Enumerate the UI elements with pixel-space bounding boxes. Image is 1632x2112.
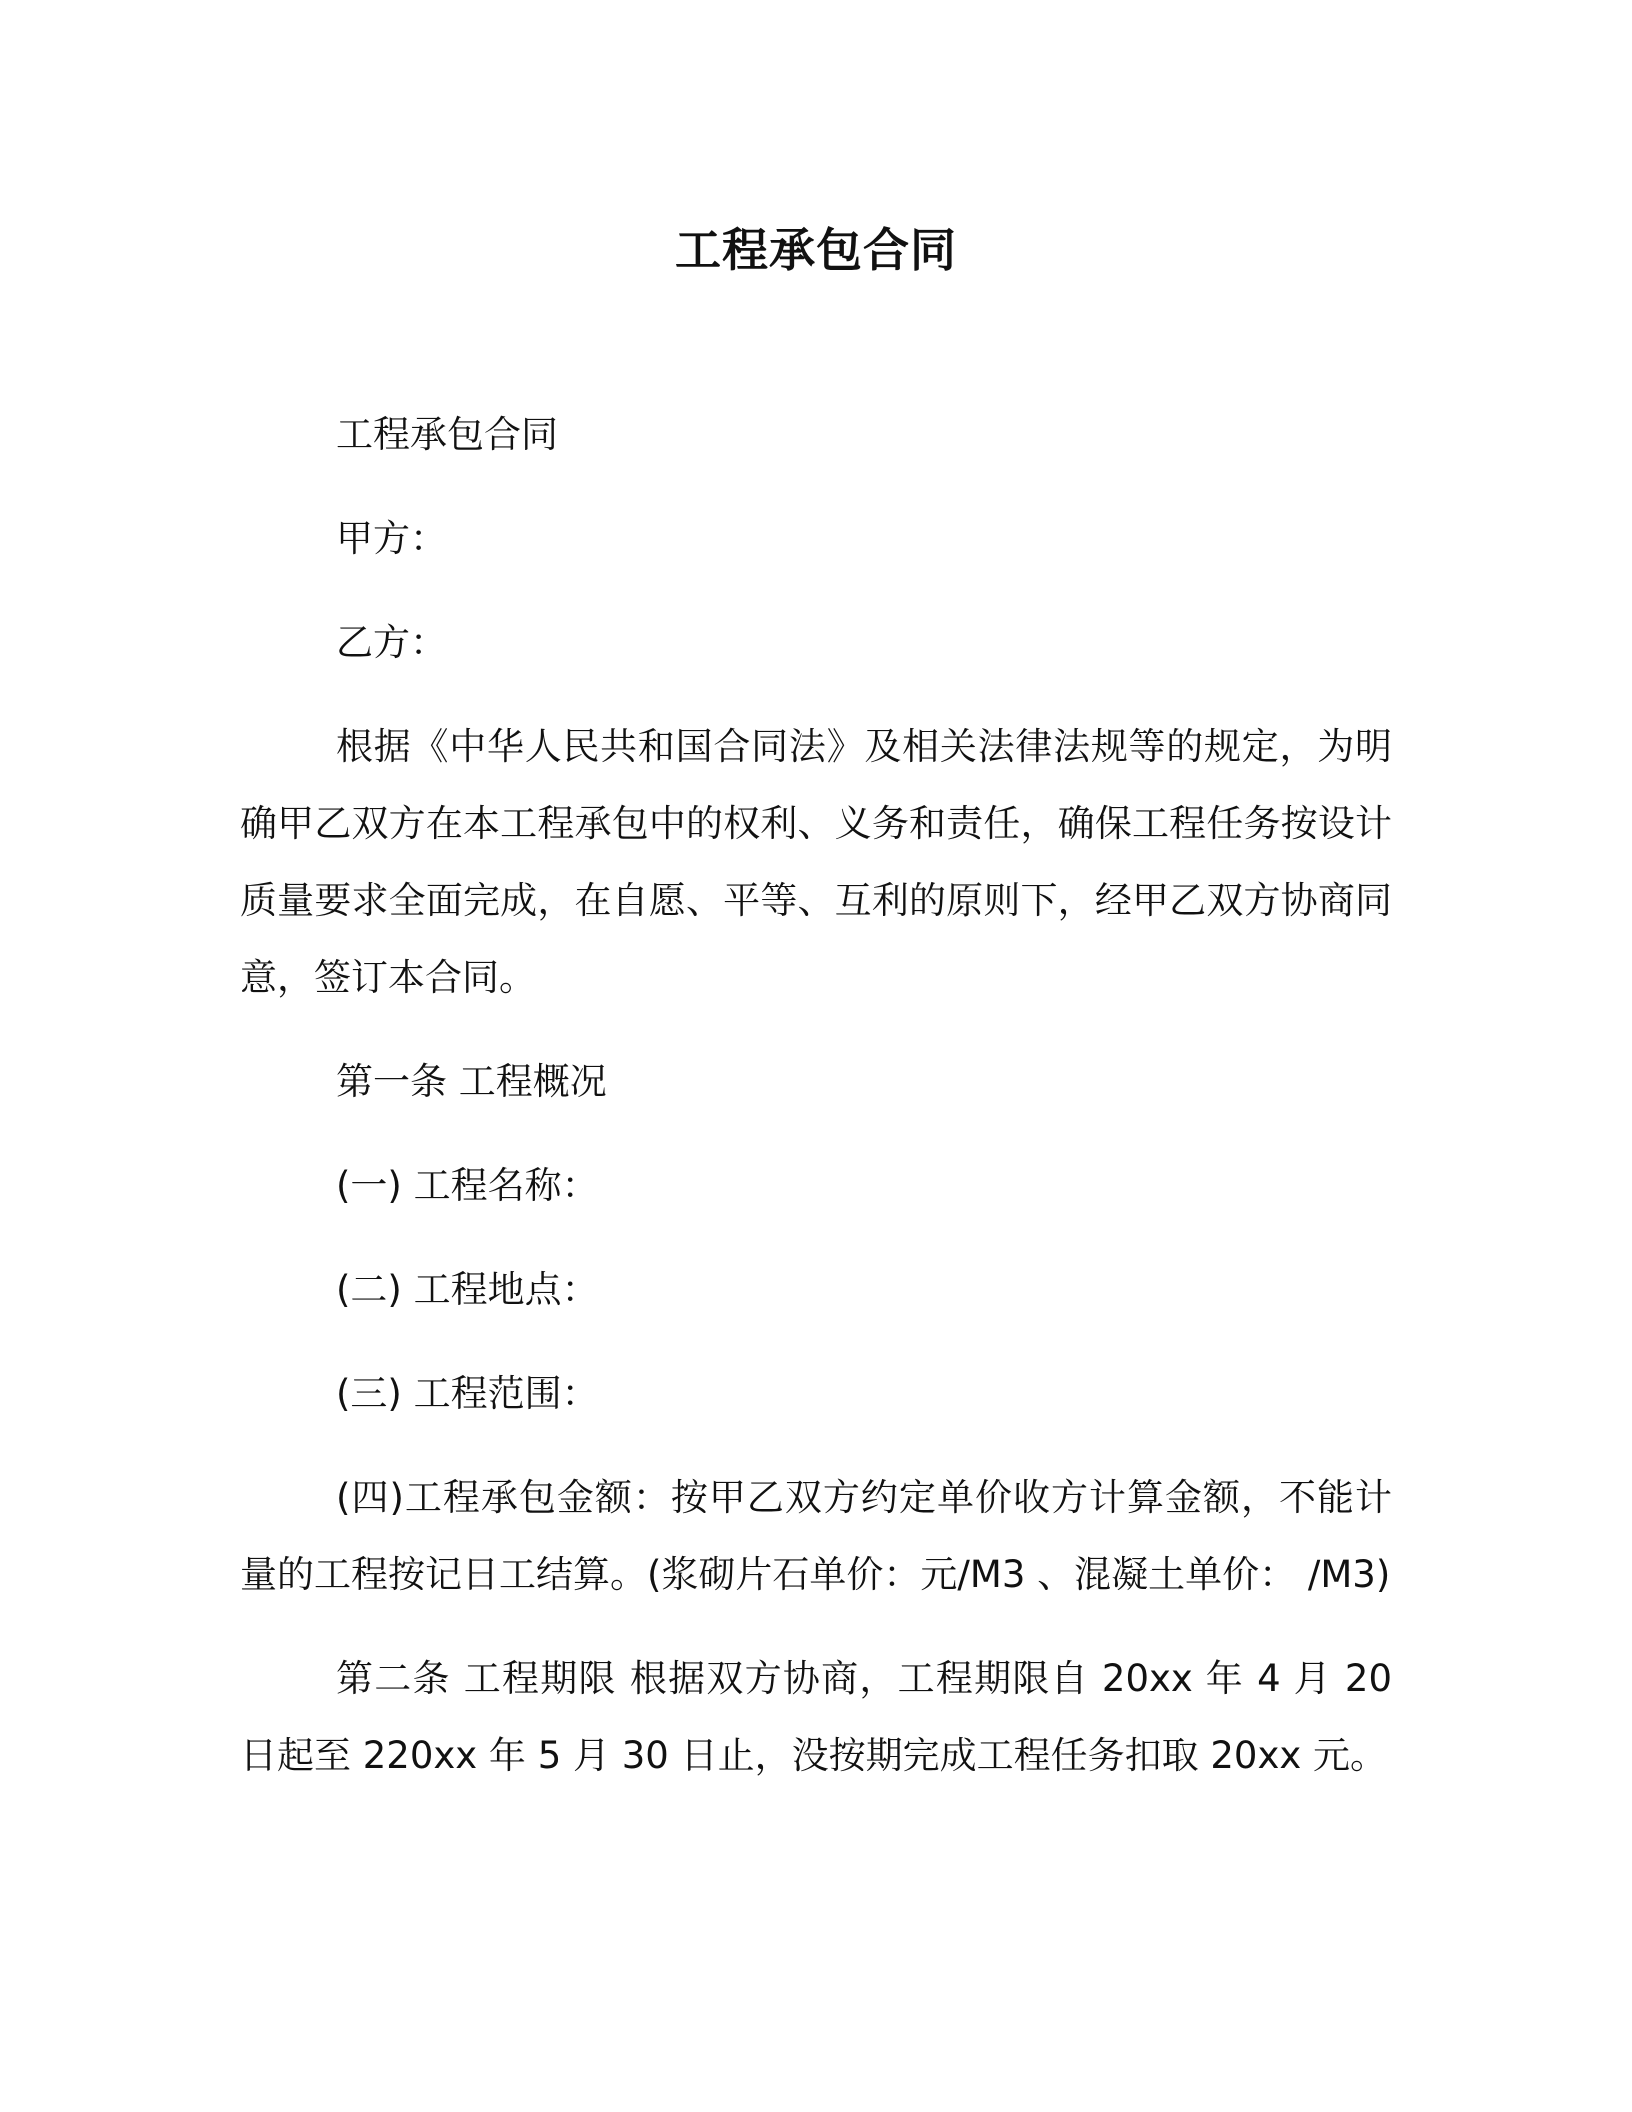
paragraph-project-location: (二) 工程地点： [336,1268,599,1311]
paragraph-project-name: (一) 工程名称： [336,1164,599,1207]
paragraph-party-b: 乙方： [336,621,447,664]
paragraph-contract-amount: (四)工程承包金额：按甲乙双方约定单价收方计算金额，不能计量的工程按记日工结算。(浆砌片石单价：元/M3 、混凝土单价： /M3) [240,1476,1392,1596]
paragraph-article-2-period: 第二条 工程期限 根据双方协商，工程期限自 20xx 年 4 月 20 日起至 220xx 年 5 月 30 日止，没按期完成工程任务扣取 20xx 元。 [240,1657,1392,1777]
paragraph-article-1-heading: 第一条 工程概况 [336,1060,607,1103]
paragraph-party-a: 甲方： [336,517,447,560]
paragraph-preamble: 根据《中华人民共和国合同法》及相关法律法规等的规定，为明确甲乙双方在本工程承包中的权利、义务和责任，确保工程任务按设计质量要求全面完成，在自愿、平等、互利的原则下，经甲乙双方协商同意，签订本合同。 [240,725,1392,999]
paragraph-project-scope: (三) 工程范围： [336,1372,599,1415]
document-body [240,396,1392,1821]
document-title: 工程承包合同 [675,223,957,277]
paragraph-contract-heading: 工程承包合同 [336,413,558,456]
